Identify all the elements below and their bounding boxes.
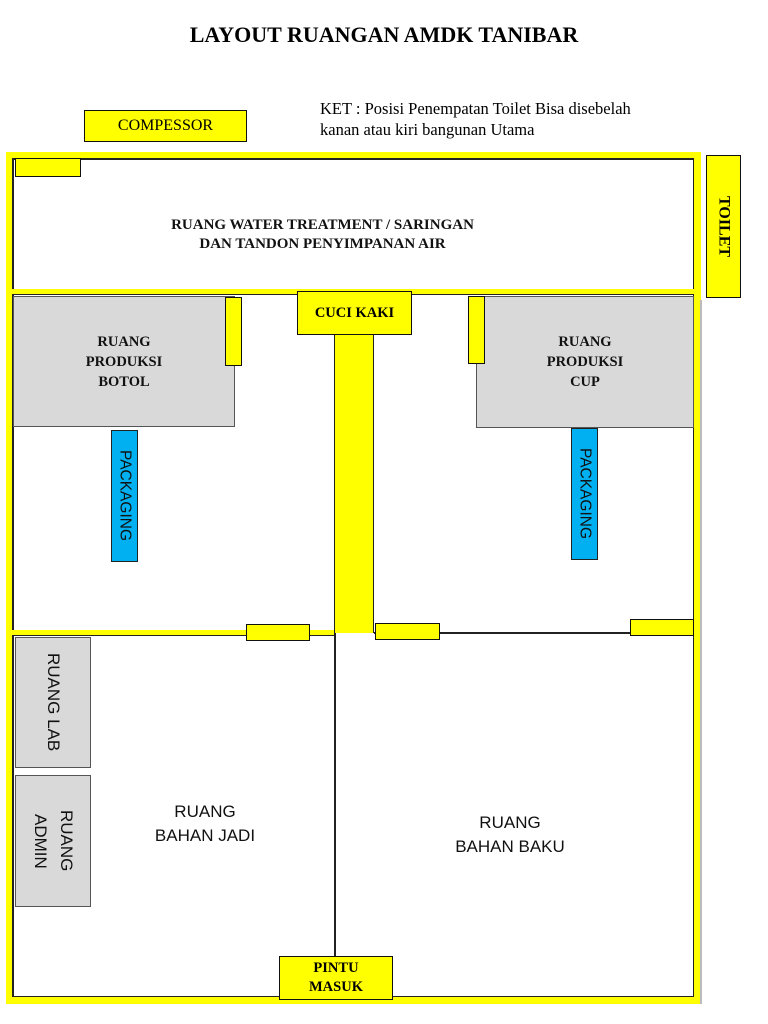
produksi-botol-line-3: BOTOL <box>98 373 150 390</box>
center-divider-line <box>334 632 336 997</box>
water-treatment-label <box>120 216 525 254</box>
bahan-baku-line-2: BAHAN BAKU <box>455 837 565 856</box>
produksi-botol-line-1: RUANG <box>97 333 151 350</box>
produksi-cup-line-3: CUP <box>570 374 600 390</box>
inner-top-line <box>12 158 694 160</box>
room-produksi-cup <box>476 296 694 428</box>
pintu-masuk-line-1: PINTU <box>313 960 359 976</box>
bahan-jadi-line-1: RUANG <box>174 802 236 821</box>
water-treatment-line-1: RUANG WATER TREATMENT / SARINGAN <box>171 217 474 233</box>
entrance-door[interactable] <box>279 956 393 1000</box>
note-line-2: kanan atau kiri bangunan Utama <box>320 120 535 139</box>
legend-note <box>320 98 720 140</box>
produksi-botol-line-2: PRODUKSI <box>85 353 163 370</box>
toilet-box <box>706 155 741 298</box>
ruang-lab-label: RUANG LAB <box>44 653 63 752</box>
room-produksi-botol <box>13 296 235 427</box>
room-admin <box>15 775 91 907</box>
packaging-right <box>571 428 598 560</box>
room-bahan-jadi-label <box>130 800 280 848</box>
produksi-cup-line-2: PRODUKSI <box>546 354 624 370</box>
door-marker-bahan-baku <box>375 623 440 640</box>
central-corridor <box>334 335 374 633</box>
cuci-kaki-box <box>297 291 412 335</box>
ruang-admin-line-2: ADMIN <box>31 813 50 869</box>
bahan-jadi-line-2: BAHAN JADI <box>154 826 256 845</box>
door-marker-cup <box>468 296 485 364</box>
room-lab <box>15 637 91 768</box>
inner-left-line <box>12 158 14 997</box>
room-bahan-baku-label <box>430 811 590 859</box>
inner-right-line <box>693 158 695 997</box>
ruang-admin-line-1: RUANG <box>57 810 76 872</box>
compressor-label: COMPESSOR <box>117 117 214 134</box>
page-title: LAYOUT RUANGAN AMDK TANIBAR <box>189 22 579 47</box>
door-marker-right <box>630 619 694 636</box>
produksi-cup-line-1: RUANG <box>558 334 612 350</box>
packaging-left <box>111 430 138 562</box>
cuci-kaki-label: CUCI KAKI <box>314 304 395 321</box>
pintu-masuk-line-2: MASUK <box>309 979 363 995</box>
door-marker-botol <box>225 297 242 366</box>
toilet-label: TOILET <box>715 195 733 258</box>
outer-thin-line <box>700 300 702 1004</box>
door-marker-bahan-jadi <box>246 624 310 641</box>
window-marker-top-left <box>15 158 81 177</box>
packaging-right-label: PACKAGING <box>576 448 594 540</box>
packaging-left-label: PACKAGING <box>116 450 134 542</box>
bahan-baku-line-1: RUANG <box>479 813 541 832</box>
compressor-box <box>84 110 247 142</box>
water-treatment-line-2: DAN TANDON PENYIMPANAN AIR <box>199 236 446 252</box>
note-line-1: KET : Posisi Penempatan Toilet Bisa disebelah <box>320 99 631 118</box>
